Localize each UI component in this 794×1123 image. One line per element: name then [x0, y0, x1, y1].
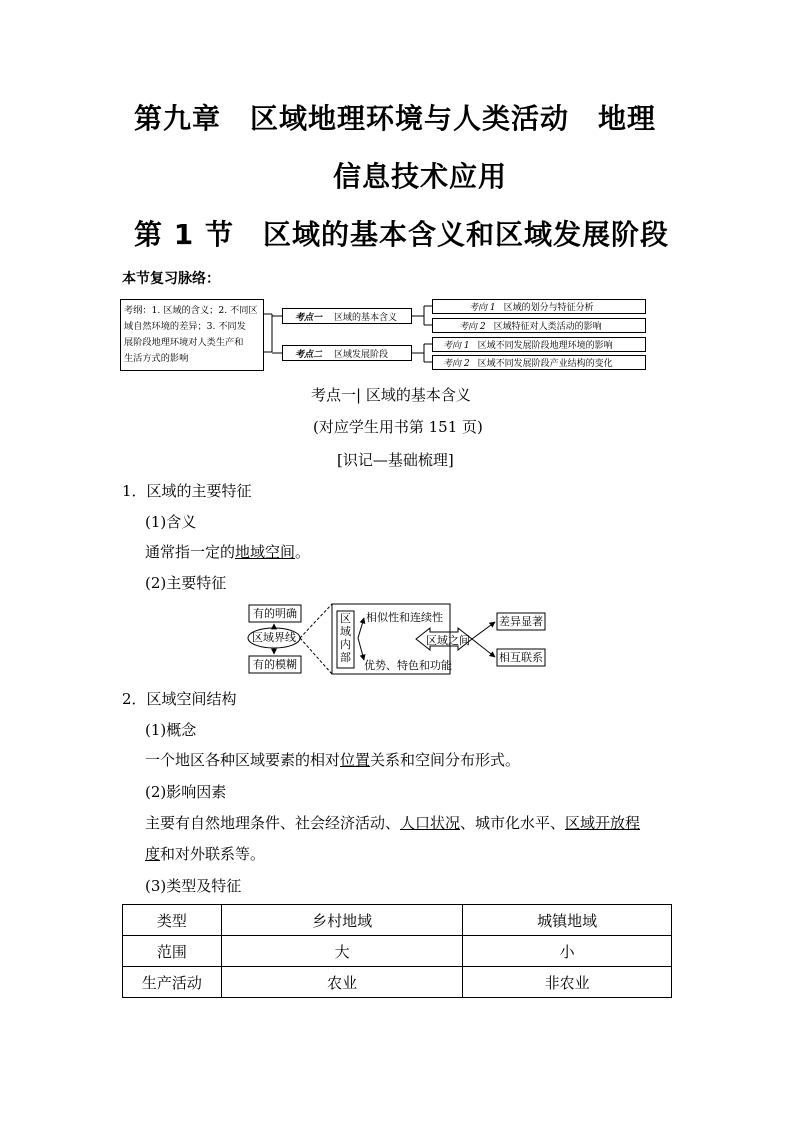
kd2-tag: 考点二 [295, 349, 323, 360]
concept-pre: 一个地区各种区域要素的相对 [145, 751, 341, 769]
similarity-label: 相似性和连续性 [366, 611, 443, 624]
outline-line-4: 生活方式的影响 [124, 353, 189, 364]
features-label: (2)主要特征 [145, 574, 227, 592]
between-label: 区域之间 [426, 634, 470, 647]
kx2-tag: 考向 2 [459, 322, 486, 332]
book-reference: (对应学生用书第 151 页) [313, 418, 483, 436]
concept-label: (1)概念 [145, 721, 197, 739]
meaning-label: (1)含义 [145, 513, 197, 531]
row-urban: 非农业 [463, 967, 672, 998]
kx4-tag: 考向 2 [443, 359, 470, 369]
meaning-pre: 通常指一定的 [145, 543, 236, 561]
kx3-tag: 考向 1 [443, 341, 470, 351]
factors-line2-u: 度 [145, 845, 161, 863]
factors-text [145, 812, 640, 833]
header-type: 类型 [123, 905, 222, 936]
meaning-post: 。 [295, 543, 311, 561]
factors-1: 主要有自然地理条件、社会经济活动、 [145, 814, 401, 832]
section-heading-tag: 考点一| [311, 386, 362, 404]
table-row [123, 936, 672, 967]
kd1-text: 区域的基本含义 [334, 312, 398, 323]
subsection-label: [识记—基础梳理] [337, 451, 454, 469]
table-header-row [123, 905, 672, 936]
link-box: 相互联系 [499, 651, 543, 664]
row-rural: 农业 [221, 967, 463, 998]
concept-post: 关系和空间分布形式。 [370, 751, 521, 769]
types-label: (3)类型及特征 [145, 877, 242, 895]
kx2-text: 区域特征对人类活动的影响 [493, 322, 602, 332]
row-label: 范围 [123, 936, 222, 967]
concept-text [145, 749, 520, 770]
chapter-title: 第九章 区域地理环境与人类活动 地理 [134, 102, 657, 135]
kd1-tag: 考点一 [295, 312, 323, 323]
factors-u2: 区域开放程 [565, 814, 641, 832]
table-row [123, 967, 672, 998]
section-heading-text: 区域的基本含义 [365, 386, 471, 404]
clear-boundary: 有的明确 [253, 607, 297, 620]
row-label: 生产活动 [123, 967, 222, 998]
section-title: 第 1 节 区域的基本含义和区域发展阶段 [134, 218, 669, 251]
outline-line-2: 域自然环境的差异；3. 不同发 [124, 321, 246, 332]
factors-label: (2)影响因素 [145, 783, 227, 801]
inside-label: 区域内部 [340, 612, 351, 664]
concept-underline: 位置 [340, 751, 371, 769]
factors-text-2 [145, 843, 265, 864]
header-urban: 城镇地域 [463, 905, 672, 936]
heading-1: 1．区域的主要特征 [122, 482, 252, 500]
outline-line-3: 展阶段地理环境对人类生产和 [124, 337, 244, 348]
review-label: 本节复习脉络： [122, 271, 220, 287]
row-rural: 大 [221, 936, 463, 967]
meaning-underline: 地域空间 [235, 543, 296, 561]
kx1-text: 区域的划分与特征分析 [503, 303, 594, 313]
row-urban: 小 [463, 936, 672, 967]
factors-u1: 人口状况 [400, 814, 461, 832]
chapter-title-line2: 信息技术应用 [333, 160, 508, 193]
heading-2: 2．区域空间结构 [122, 690, 237, 708]
factors-2: 、城市化水平、 [460, 814, 566, 832]
outline-line-1: 考纲：1. 区域的含义；2. 不同区 [124, 305, 258, 316]
kx1-tag: 考向 1 [469, 303, 496, 313]
factors-line2: 和对外联系等。 [160, 845, 266, 863]
kx4-text: 区域不同发展阶段产业结构的变化 [477, 359, 613, 369]
boundary-label: 区域界线 [252, 631, 296, 644]
fuzzy-boundary: 有的模糊 [253, 658, 297, 671]
kd2-text: 区域发展阶段 [334, 349, 389, 360]
header-rural: 乡村地域 [221, 905, 463, 936]
difference-box: 差异显著 [499, 615, 543, 628]
types-table [122, 904, 672, 998]
kx3-text: 区域不同发展阶段地理环境的影响 [477, 341, 613, 351]
advantage-label: 优势、特色和功能 [364, 659, 452, 672]
